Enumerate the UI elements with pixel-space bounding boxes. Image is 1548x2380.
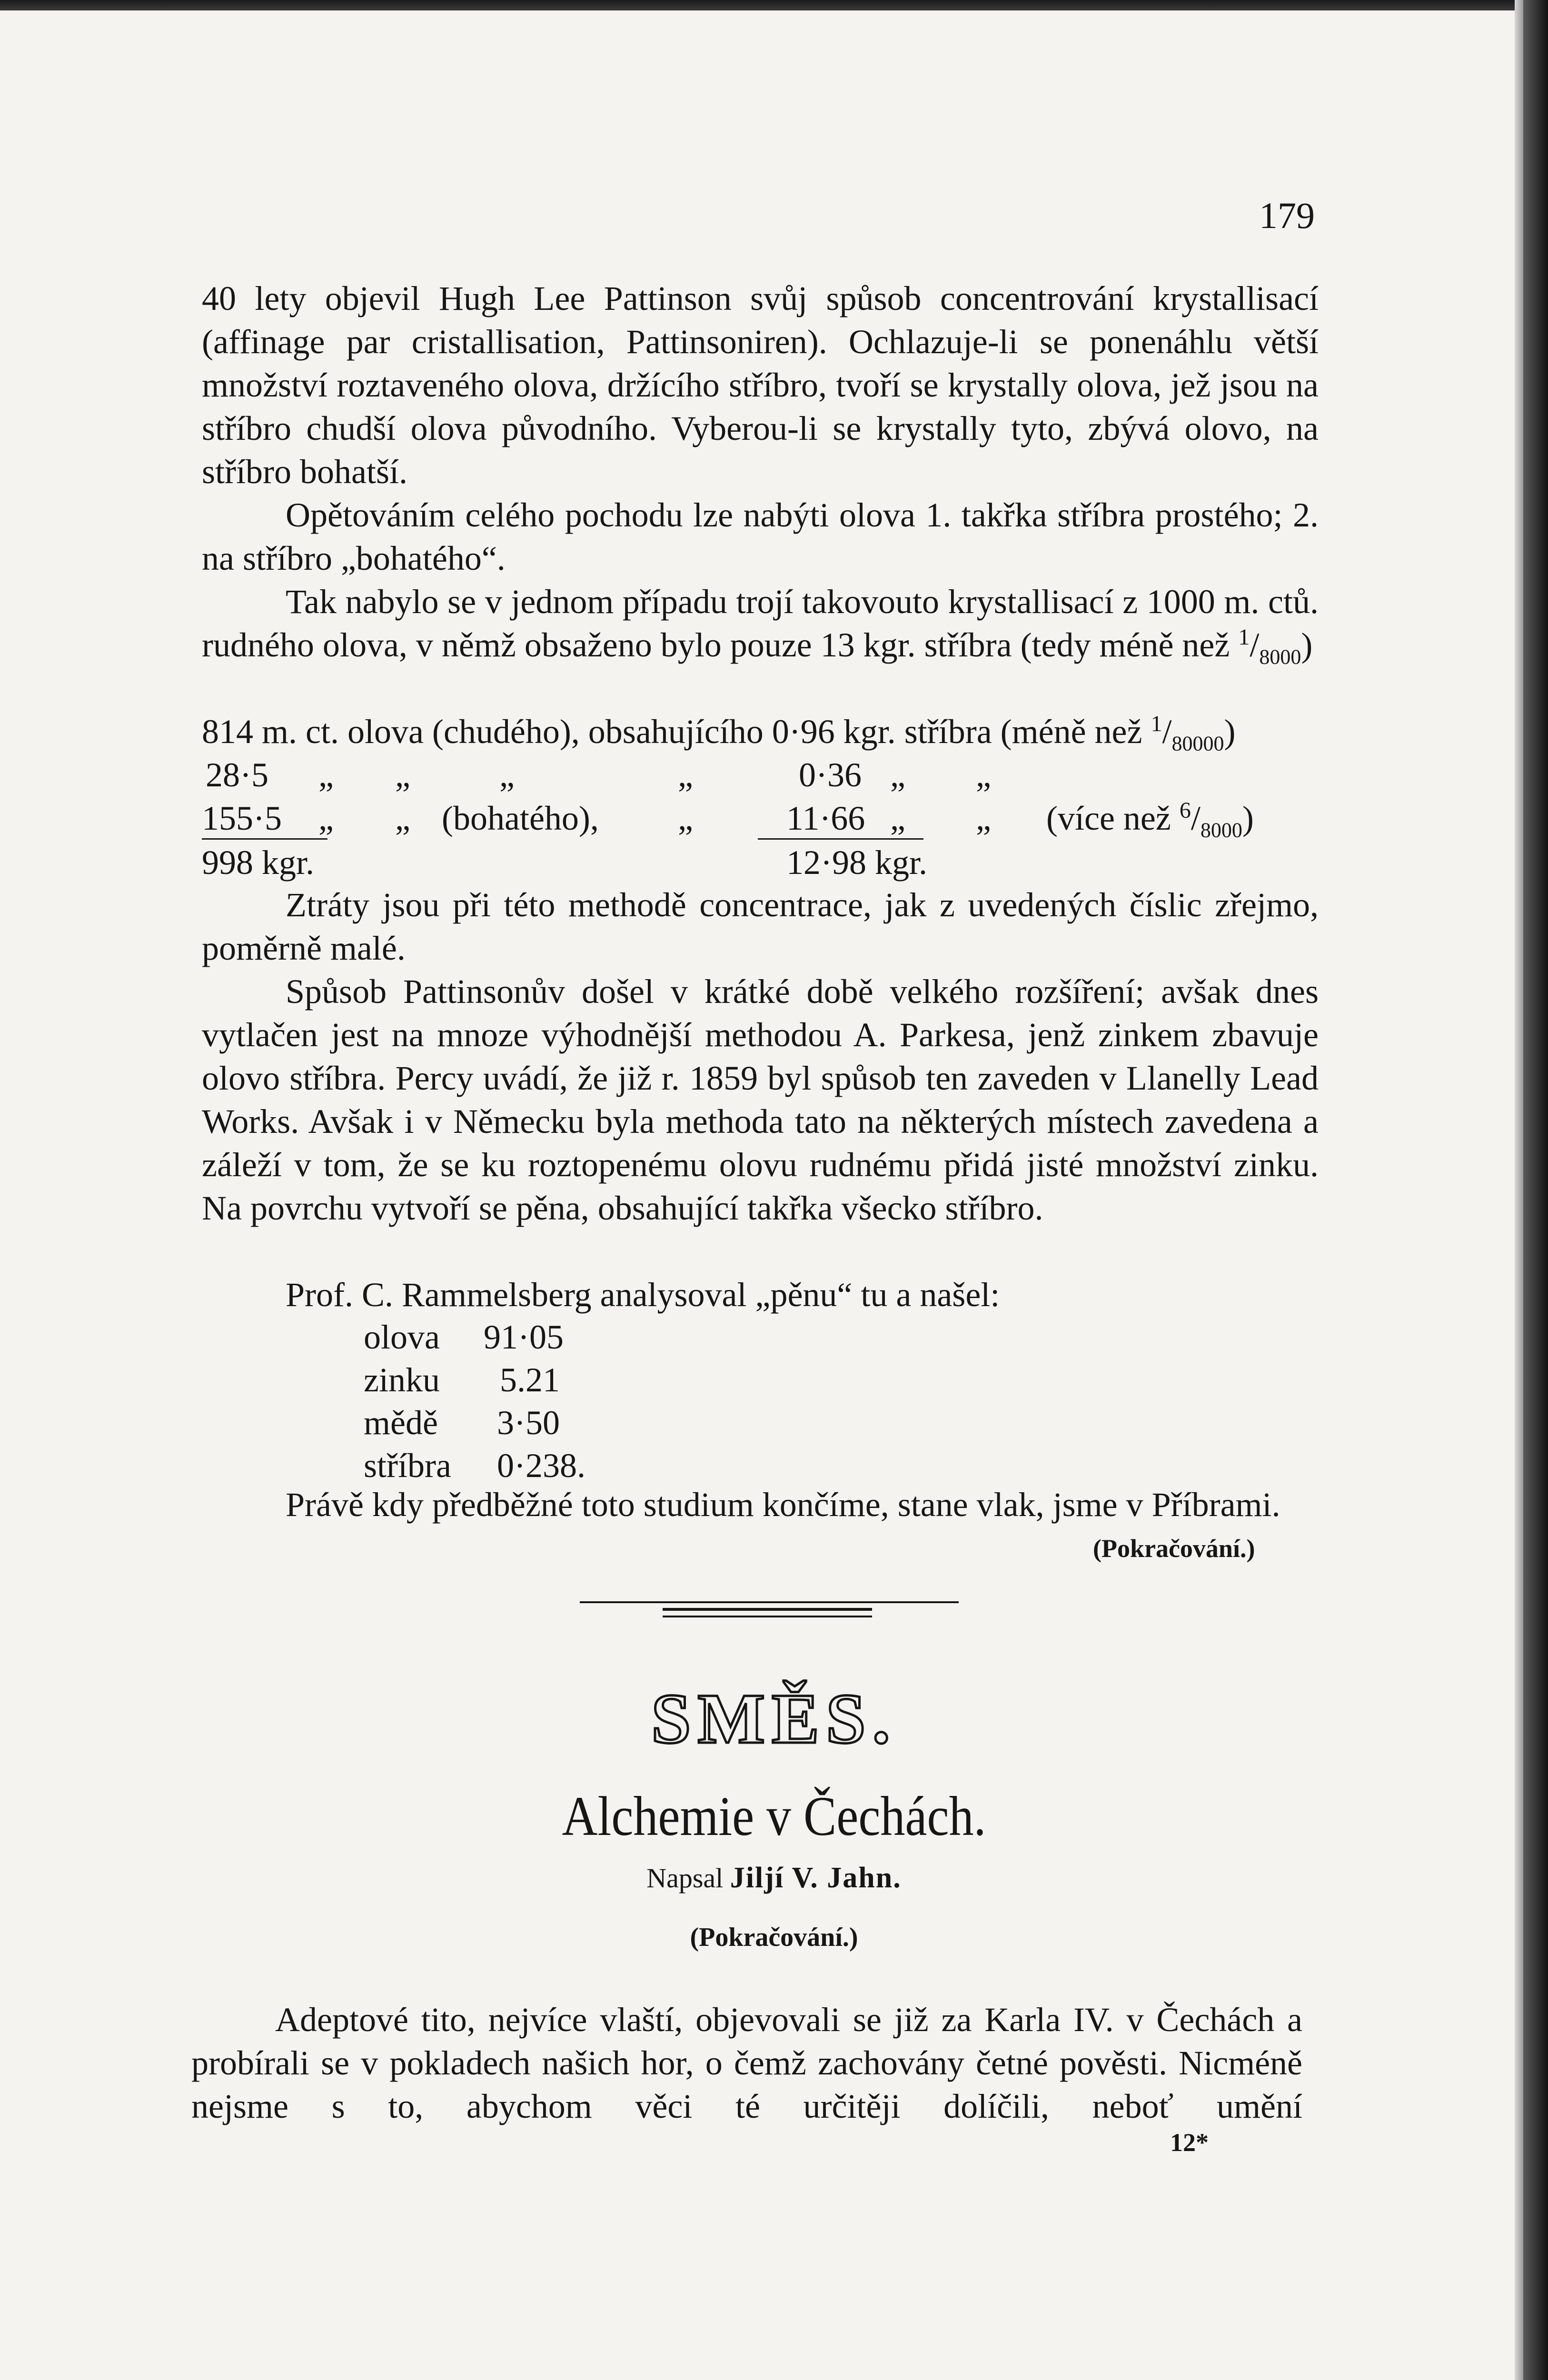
signature-mark: 12*	[1170, 2128, 1209, 2157]
paragraph-2: Opětováním celého pochodu lze nabýti olova 1. takřka stříbra prostého; 2. na stříbro „bohatého“.	[202, 496, 1319, 577]
composition-row	[0, 1401, 1548, 1444]
composition-row	[0, 1444, 1548, 1487]
row-2-ditto-6: „	[976, 756, 991, 794]
section-title: SMĚS.	[651, 1679, 897, 1758]
composition-value: 5.21	[500, 1361, 560, 1399]
composition-row	[0, 1359, 1548, 1401]
paragraph-3-block	[202, 580, 1319, 667]
divider-inner	[663, 1608, 872, 1611]
composition-table	[0, 1316, 1548, 1487]
row-3-ditto-2: „	[395, 799, 410, 837]
row-3-num: 6	[1179, 798, 1191, 823]
composition-name: mědě	[364, 1404, 438, 1442]
paragraph-8-block	[191, 1998, 1302, 2128]
row-3-note-text: (více než	[1046, 799, 1180, 837]
table-row-1-close: )	[1224, 713, 1236, 751]
row-3-silver: 11·66	[786, 799, 865, 837]
paragraph-4: Ztráty jsou při této methodě concentrace, jak z uvedených číslic zřejmo, poměrně malé.	[202, 886, 1319, 967]
row-2-ditto-3: „	[499, 756, 515, 794]
paragraph-1: 40 lety objevil Hugh Lee Pattinson svůj spůsob concentrování krystallisací (affinage par cristallisation, Pattinsoniren). Ochlazuje-li se ponenáhlu větší množství roztaveného olova, držícího stříbro, tvoří se krystally olova, jež jsou na stříbro chudší olova původního. Vyberou-li se krystally tyto, zbývá olovo, na stříbro bohatší.	[202, 279, 1319, 491]
paragraph-3-close: )	[1301, 626, 1313, 664]
divider-inner-2	[663, 1616, 872, 1617]
row-2-ditto-4: „	[678, 756, 693, 794]
paragraph-5: Spůsob Pattinsonův došel v krátké době velkého rozšíření; avšak dnes vytlačen jest na mnoze výhodnější methodou A. Parkesa, jenž zinkem zbavuje olovo stříbra. Percy uvádí, že již r. 1859 byl spůsob ten zaveden v Llanelly Lead Works. Avšak i v Německu byla methoda tato na některých místech zavedena a záleží v tom, že se ku roztopenému olovu rudnému přidá jisté množství zinku. Na povrchu vytvoří se pěna, obsahující takřka všecko stříbro.	[202, 972, 1319, 1227]
row-2-ditto-2: „	[395, 756, 410, 794]
divider-outer	[580, 1601, 959, 1603]
row-2-silver: 0·36	[799, 756, 862, 794]
composition-name: olova	[364, 1318, 440, 1356]
continued-note-1: (Pokračování.)	[1093, 1534, 1255, 1563]
row-3-ditto-5: „	[890, 799, 905, 837]
sum-rule-left	[202, 838, 327, 840]
table-totals	[202, 841, 1344, 884]
author-prefix: Napsal	[646, 1863, 724, 1894]
row-3-label: (bohatého),	[442, 799, 599, 837]
row-3-close: )	[1242, 799, 1254, 837]
table-row-2	[202, 754, 1344, 797]
fraction-denominator: 8000	[1259, 645, 1301, 669]
table-row-1-den: 80000	[1171, 732, 1224, 755]
paragraph-4-block	[202, 883, 1319, 970]
paragraph-5-block	[202, 970, 1319, 1230]
row-2-ditto-5: „	[890, 756, 905, 794]
scan-edge-right-inner	[1515, 0, 1523, 2380]
table-row-3	[202, 797, 1344, 840]
row-3-ditto-6: „	[976, 799, 991, 837]
row-3-amount: 155·5	[202, 799, 282, 837]
total-silver: 12·98 kgr.	[786, 843, 927, 882]
paragraph-7: Právě kdy předběžné toto studium končíme, stane vlak, jsme v Příbrami.	[286, 1486, 1280, 1524]
paragraph-3-text: Tak nabylo se v jednom případu trojí takovouto krystallisací z 1000 m. ctů. rudného olova, v němž obsaženo bylo pouze 13 kgr. stříbra (tedy méně než	[202, 583, 1319, 664]
composition-name: zinku	[364, 1361, 440, 1399]
fraction-numerator: 1	[1238, 625, 1250, 650]
paragraph-3: Tak nabylo se v jednom případu trojí takovouto krystallisací z 1000 m. ctů. rudného olova, v němž obsaženo bylo pouze 13 kgr. stříbra (tedy méně než $^1/_{8000}$)	[202, 583, 1319, 669]
continued-note-2: (Pokračování.)	[690, 1923, 858, 1952]
row-3-ditto-4: „	[678, 799, 693, 837]
author-line	[0, 1861, 1548, 1895]
composition-value: 3·50	[497, 1404, 560, 1442]
composition-value: 0·238.	[497, 1447, 585, 1485]
paragraph-1-block	[202, 277, 1319, 494]
page-number: 179	[1259, 195, 1315, 236]
composition-row	[0, 1316, 1548, 1359]
paragraph-2-block	[202, 494, 1319, 580]
table-row-1-num: 1	[1151, 711, 1162, 736]
paragraph-6-block	[202, 1273, 1319, 1317]
paragraph-7-block	[202, 1483, 1319, 1527]
row-2-ditto-1: „	[318, 756, 334, 794]
scan-edge-top	[0, 0, 1548, 10]
row-3-ditto-1: „	[318, 799, 334, 837]
row-3-den: 8000	[1200, 818, 1242, 842]
composition-name: stříbra	[364, 1447, 451, 1485]
table-row-1: 814 m. ct. olova (chudého), obsahujícího 0·96 kgr. stříbra (méně než $^1/_{80000}$)	[202, 711, 1236, 755]
composition-value: 91·05	[484, 1318, 564, 1356]
row-2-amount: 28·5	[206, 756, 268, 794]
author-name: Jiljí V. Jahn.	[730, 1862, 902, 1894]
sum-rule-right	[758, 838, 923, 840]
total-lead: 998 kgr.	[202, 843, 315, 882]
paragraph-6: Prof. C. Rammelsberg analysoval „pěnu“ tu a našel:	[286, 1276, 1000, 1314]
scan-edge-right	[1523, 0, 1548, 2380]
paragraph-8: Adeptové tito, nejvíce vlaští, objevovali se již za Karla IV. v Čechách a probírali se v pokladech našich hor, o čemž zachovány četné pověsti. Nicméně nejsme s to, abychom věci té určitěji dolíčili, neboť umění	[191, 2001, 1302, 2125]
table-row-1-text: 814 m. ct. olova (chudého), obsahujícího 0·96 kgr. stříbra (méně než	[202, 713, 1151, 751]
row-3-note: (více než $^6/_{8000}$)	[1046, 798, 1254, 842]
article-title: Alchemie v Čechách.	[562, 1785, 986, 1847]
